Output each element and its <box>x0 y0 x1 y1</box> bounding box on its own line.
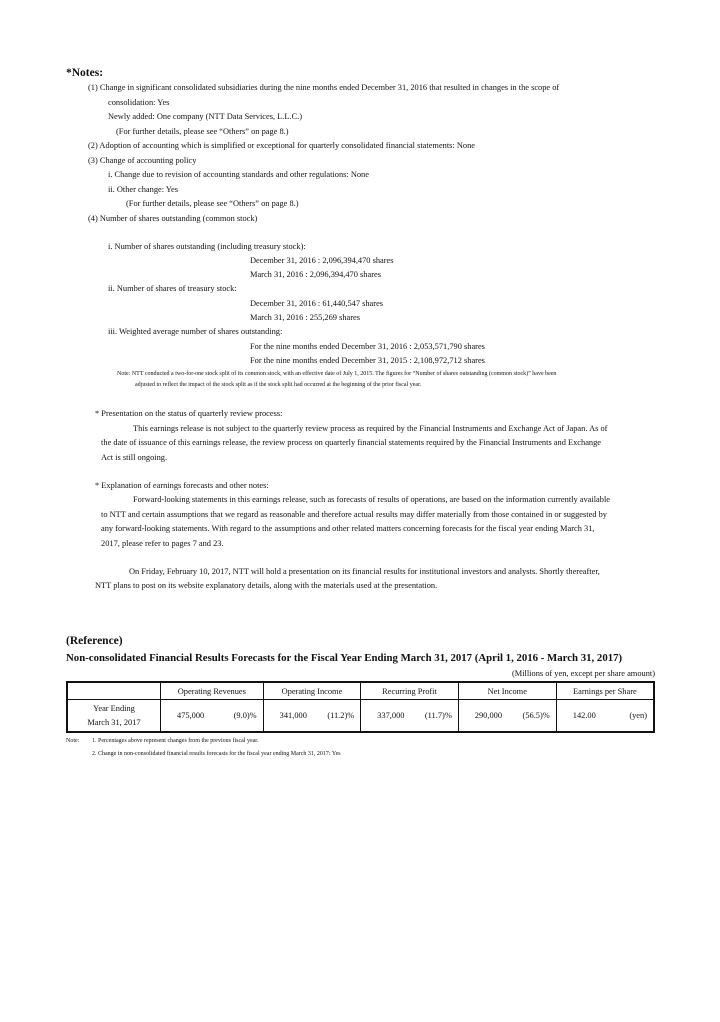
note-item-4: (4) Number of shares outstanding (common stock) <box>88 214 258 223</box>
note-item-3-i: i. Change due to revision of accounting standards and other regulations: None <box>108 170 369 179</box>
presentation-line-1: On Friday, February 10, 2017, NTT will hold a presentation on its financial results for institutional investors and analysts. Shortly thereafter, <box>129 567 600 576</box>
weighted-average-2015: For the nine months ended December 31, 2015 : 2,108,972,712 shares <box>250 356 485 365</box>
forecasts-line-2: to NTT and certain assumptions that we regard as reasonable and therefore actual results may differ materially from those contained in or suggested by <box>101 510 607 519</box>
table-header-cell: Recurring Profit <box>361 682 459 700</box>
note-item-3: (3) Change of accounting policy <box>88 156 197 165</box>
table-header-cell: Operating Income <box>263 682 361 700</box>
treasury-stock-dec-2016: December 31, 2016 : 61,440,547 shares <box>250 299 384 308</box>
review-line-3: Act is still ongoing. <box>101 453 168 462</box>
note-item-1-line-3: Newly added: One company (NTT Data Services, L.L.C.) <box>108 112 303 121</box>
forecasts-line-1: Forward-looking statements in this earnings release, such as forecasts of results of operations, are based on the information currently available <box>133 495 610 504</box>
value-cell <box>458 700 556 733</box>
table-header-blank <box>67 682 161 700</box>
forecasts-heading: * Explanation of earnings forecasts and other notes: <box>95 481 269 490</box>
value-change: (11.7)% <box>424 711 452 720</box>
value-amount: 475,000 <box>177 711 205 720</box>
weighted-average-2016: For the nine months ended December 31, 2016 : 2,053,571,790 shares <box>250 342 485 351</box>
row-label-line-1: Year Ending <box>93 703 135 713</box>
value-amount: 142.00 <box>572 711 596 720</box>
value-cell <box>161 700 264 733</box>
row-label-cell <box>67 700 161 733</box>
value-change: (yen) <box>629 711 647 720</box>
table-note-label: Note: <box>66 738 80 744</box>
shares-outstanding-label: i. Number of shares outstanding (including treasury stock): <box>108 242 306 251</box>
table-header-cell: Operating Revenues <box>161 682 264 700</box>
stock-split-note-line-1: Note: NTT conducted a two-for-one stock split of its common stock, with an effective date of July 1, 2015. The figures for “Number of shares outstanding (common stock)” have been <box>117 371 557 377</box>
weighted-average-label: iii. Weighted average number of shares outstanding: <box>108 327 283 336</box>
value-amount: 290,000 <box>474 711 503 720</box>
stock-split-note-line-2: adjusted to reflect the impact of the stock split as if the stock split had occurred at the beginning of the prior fiscal year. <box>135 382 422 388</box>
table-header-row <box>67 682 654 700</box>
value-amount: 341,000 <box>279 711 307 720</box>
forecast-table <box>66 681 655 733</box>
review-heading: * Presentation on the status of quarterly review process: <box>95 409 283 418</box>
value-cell <box>556 700 654 733</box>
note-item-3-ii: ii. Other change: Yes <box>108 185 179 194</box>
note-item-1-line-1: (1) Change in significant consolidated subsidiaries during the nine months ended December 31, 2016 that resulted in changes in the scope of <box>88 83 560 92</box>
forecasts-line-4: 2017, please refer to pages 7 and 23. <box>101 539 224 548</box>
notes-heading: *Notes: <box>66 67 104 79</box>
table-header-cell: Earnings per Share <box>556 682 654 700</box>
value-change: (11.2)% <box>327 711 355 720</box>
value-cell <box>361 700 459 733</box>
value-amount: 337,000 <box>377 711 405 720</box>
review-line-2: the date of issuance of this earnings release, the review process on quarterly financial statements required by the Financial Instruments and Exchange <box>101 438 601 447</box>
note-item-3-ii-ref: (For further details, please see “Others” on page 8.) <box>126 199 299 208</box>
reference-title: Non-consolidated Financial Results Forecasts for the Fiscal Year Ending March 31, 2017 (April 1, 2016 - March 31, 2017) <box>66 652 623 664</box>
reference-label: (Reference) <box>66 635 123 647</box>
treasury-stock-label: ii. Number of shares of treasury stock: <box>108 284 237 293</box>
table-row <box>67 700 654 733</box>
note-item-2: (2) Adoption of accounting which is simplified or exceptional for quarterly consolidated financial statements: None <box>88 141 476 150</box>
shares-outstanding-dec-2016: December 31, 2016 : 2,096,394,470 shares <box>250 256 394 265</box>
treasury-stock-mar-2016: March 31, 2016 : 255,269 shares <box>250 313 361 322</box>
note-item-1-line-2: consolidation: Yes <box>108 98 170 107</box>
presentation-line-2: NTT plans to post on its website explanatory details, along with the materials used at the presentation. <box>95 581 438 590</box>
shares-outstanding-mar-2016: March 31, 2016 : 2,096,394,470 shares <box>250 270 381 279</box>
row-label-line-2: March 31, 2017 <box>87 717 141 727</box>
value-cell <box>263 700 361 733</box>
review-line-1: This earnings release is not subject to the quarterly review process as required by the Financial Instruments and Exchange Act of Japan. As of <box>133 424 608 433</box>
table-note-2: 2. Change in non-consolidated financial results forecasts for the fiscal year ending March 31, 2017: Yes <box>92 751 341 757</box>
forecasts-line-3: any forward-looking statements. With regard to the assumptions and other related matters concerning forecasts for the fiscal year ending March 31, <box>101 524 595 533</box>
table-header-cell: Net Income <box>458 682 556 700</box>
reference-units: (Millions of yen, except per share amount) <box>511 669 655 678</box>
note-item-1-line-4: (For further details, please see “Others” on page 8.) <box>116 127 289 136</box>
table-note-1: 1. Percentages above represent changes from the previous fiscal year. <box>92 738 259 744</box>
value-change: (56.5)% <box>522 711 550 720</box>
value-change: (9.0)% <box>233 711 257 720</box>
